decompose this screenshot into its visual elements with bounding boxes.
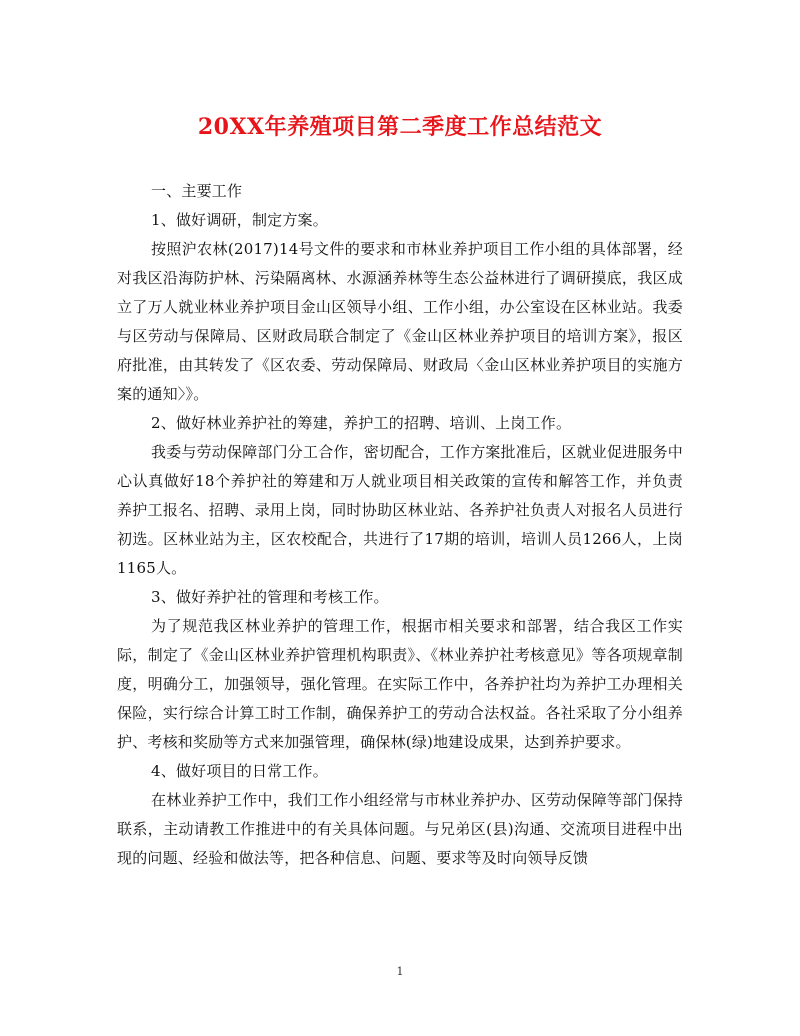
paragraph-daily-work-detail: 在林业养护工作中，我们工作小组经常与市林业养护办、区劳动保障等部门保持联系，主动请教工作推进中的有关具体问题。与兄弟区(县)沟通、交流项目进程中出现的问题、经验和做法等，把各种信息、问题、要求等及时向领导反馈: [117, 791, 684, 867]
document-title: 20XX年养殖项目第二季度工作总结范文: [197, 114, 603, 140]
page-number: 1: [396, 965, 404, 978]
subheading-management: 3、做好养护社的管理和考核工作。: [151, 588, 389, 606]
document-body: [117, 177, 683, 873]
subheading-research: 1、做好调研，制定方案。: [151, 211, 328, 229]
paragraph-research-detail: 按照沪农林(2017)14号文件的要求和市林业养护项目工作小组的具体部署，经对我区沿海防护林、污染隔离林、水源涵养林等生态公益林进行了调研摸底，我区成立了万人就业林业养护项目金山区领导小组、工作小组，办公室设在区林业站。我委与区劳动与保障局、区财政局联合制定了《金山区林业养护项目的培训方案》，报区府批准，由其转发了《区农委、劳动保障局、财政局〈金山区林业养护项目的实施方案的通知〉》。: [117, 240, 683, 403]
subheading-daily-work: 4、做好项目的日常工作。: [151, 762, 328, 780]
paragraph-management-detail: 为了规范我区林业养护的管理工作，根据市相关要求和部署，结合我区工作实际，制定了《金山区林业养护管理机构职责》、《林业养护社考核意见》等各项规章制度，明确分工，加强领导，强化管理。在实际工作中，各养护社均为养护工办理相关保险，实行综合计算工时工作制，确保养护工的劳动合法权益。各社采取了分小组养护、考核和奖励等方式来加强管理，确保林(绿)地建设成果，达到养护要求。: [117, 617, 683, 751]
section-heading-main-work: 一、主要工作: [151, 182, 243, 200]
paragraph-cooperative-detail: 我委与劳动保障部门分工合作，密切配合，工作方案批准后，区就业促进服务中心认真做好18个养护社的筹建和万人就业项目相关政策的宣传和解答工作，并负责养护工报名、招聘、录用上岗，同时协助区林业站、各养护社负责人对报名人员进行初选。区林业站为主，区农校配合，共进行了17期的培训，培训人员1266人，上岗1165人。: [117, 443, 684, 577]
subheading-cooperative-setup: 2、做好林业养护社的筹建，养护工的招聘、培训、上岗工作。: [151, 414, 572, 432]
